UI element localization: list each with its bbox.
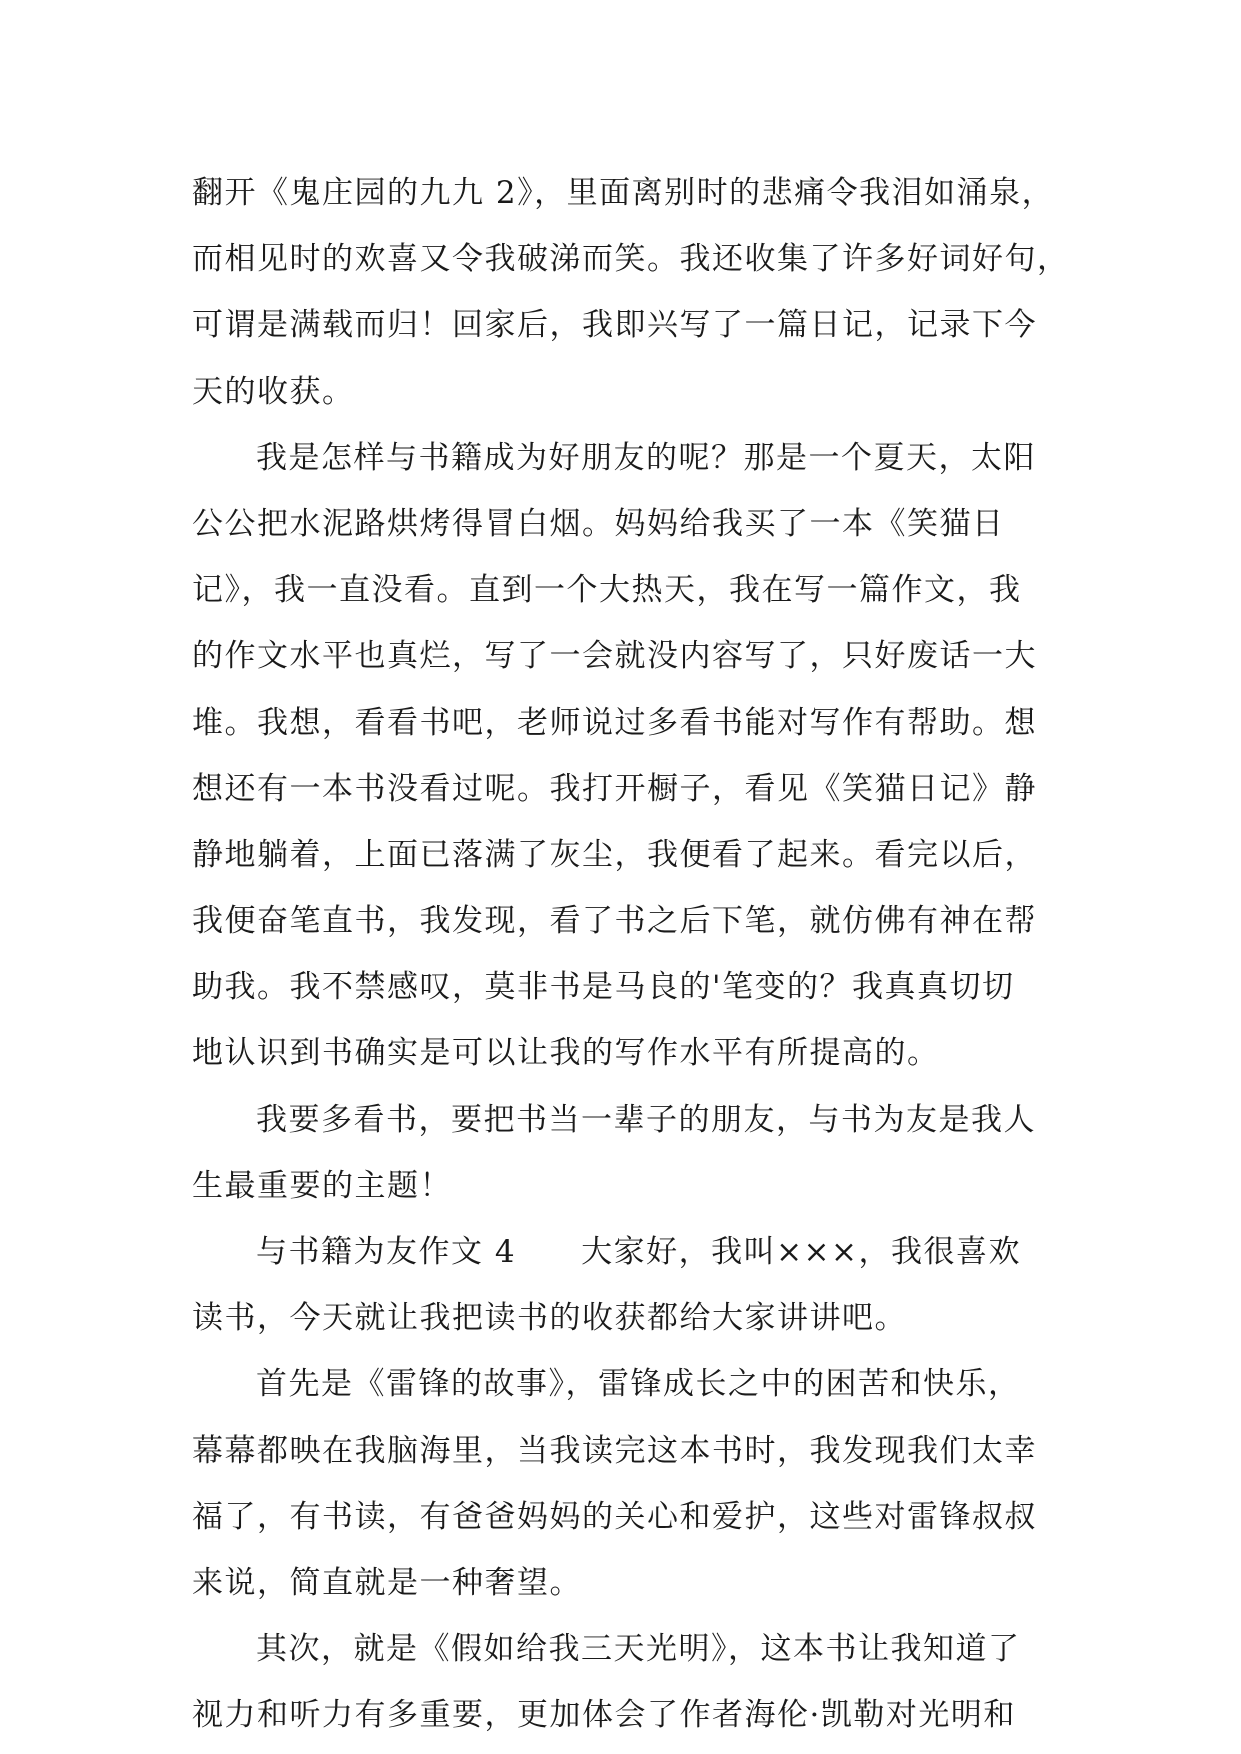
text-line: 其次，就是《假如给我三天光明》，这本书让我知道了	[256, 1631, 1021, 1668]
text-line: 来说，简直就是一种奢望。	[192, 1564, 582, 1601]
paragraph	[192, 1351, 1092, 1616]
text-line: 堆。我想，看看书吧，老师说过多看书能对写作有帮助。想	[192, 704, 1037, 741]
text-line: 静地躺着，上面已落满了灰尘，我便看了起来。看完以后，	[192, 836, 1037, 873]
paragraph	[192, 425, 1092, 1087]
text-line: 读书，今天就让我把读书的收获都给大家讲讲吧。	[192, 1300, 907, 1337]
paragraph	[192, 1616, 1092, 1748]
text-line: 助我。我不禁感叹，莫非书是马良的'笔变的？我真真切切	[192, 969, 1015, 1006]
text-line: 记》，我一直没看。直到一个大热天，我在写一篇作文，我	[192, 572, 1022, 609]
text-line: 与书籍为友作文 4 大家好，我叫×××，我很喜欢	[256, 1234, 1021, 1270]
document-body	[192, 160, 1092, 1749]
text-line: 首先是《雷锋的故事》，雷锋成长之中的困苦和快乐，	[256, 1366, 1021, 1403]
text-line: 公公把水泥路烘烤得冒白烟。妈妈给我买了一本《笑猫日	[192, 505, 1005, 542]
text-line: 福了，有书读，有爸爸妈妈的关心和爱护，这些对雷锋叔叔	[192, 1498, 1037, 1535]
paragraph	[192, 1087, 1092, 1219]
text-line: 我便奋笔直书，我发现，看了书之后下笔，就仿佛有神在帮	[192, 903, 1037, 940]
text-line: 翻开《鬼庄园的九九 2》，里面离别时的悲痛令我泪如涌泉，	[192, 175, 1055, 211]
text-line: 天的收获。	[192, 373, 355, 410]
paragraph	[192, 1219, 1092, 1351]
text-line: 生最重要的主题！	[192, 1167, 452, 1204]
text-line: 幕幕都映在我脑海里，当我读完这本书时，我发现我们太幸	[192, 1432, 1037, 1469]
text-line: 而相见时的欢喜又令我破涕而笑。我还收集了许多好词好句，	[192, 241, 1070, 278]
text-line: 地认识到书确实是可以让我的写作水平有所提高的。	[192, 1035, 940, 1072]
text-line: 可谓是满载而归！回家后，我即兴写了一篇日记，记录下今	[192, 307, 1037, 344]
text-line: 我是怎样与书籍成为好朋友的呢？那是一个夏天，太阳	[256, 439, 1036, 476]
text-line: 我要多看书，要把书当一辈子的朋友，与书为友是我人	[256, 1101, 1036, 1138]
text-line: 的作文水平也真烂，写了一会就没内容写了，只好废话一大	[192, 638, 1037, 675]
paragraph	[192, 160, 1092, 425]
text-line: 想还有一本书没看过呢。我打开橱子，看见《笑猫日记》静	[192, 770, 1037, 807]
text-line: 视力和听力有多重要，更加体会了作者海伦·凯勒对光明和	[192, 1697, 1016, 1734]
